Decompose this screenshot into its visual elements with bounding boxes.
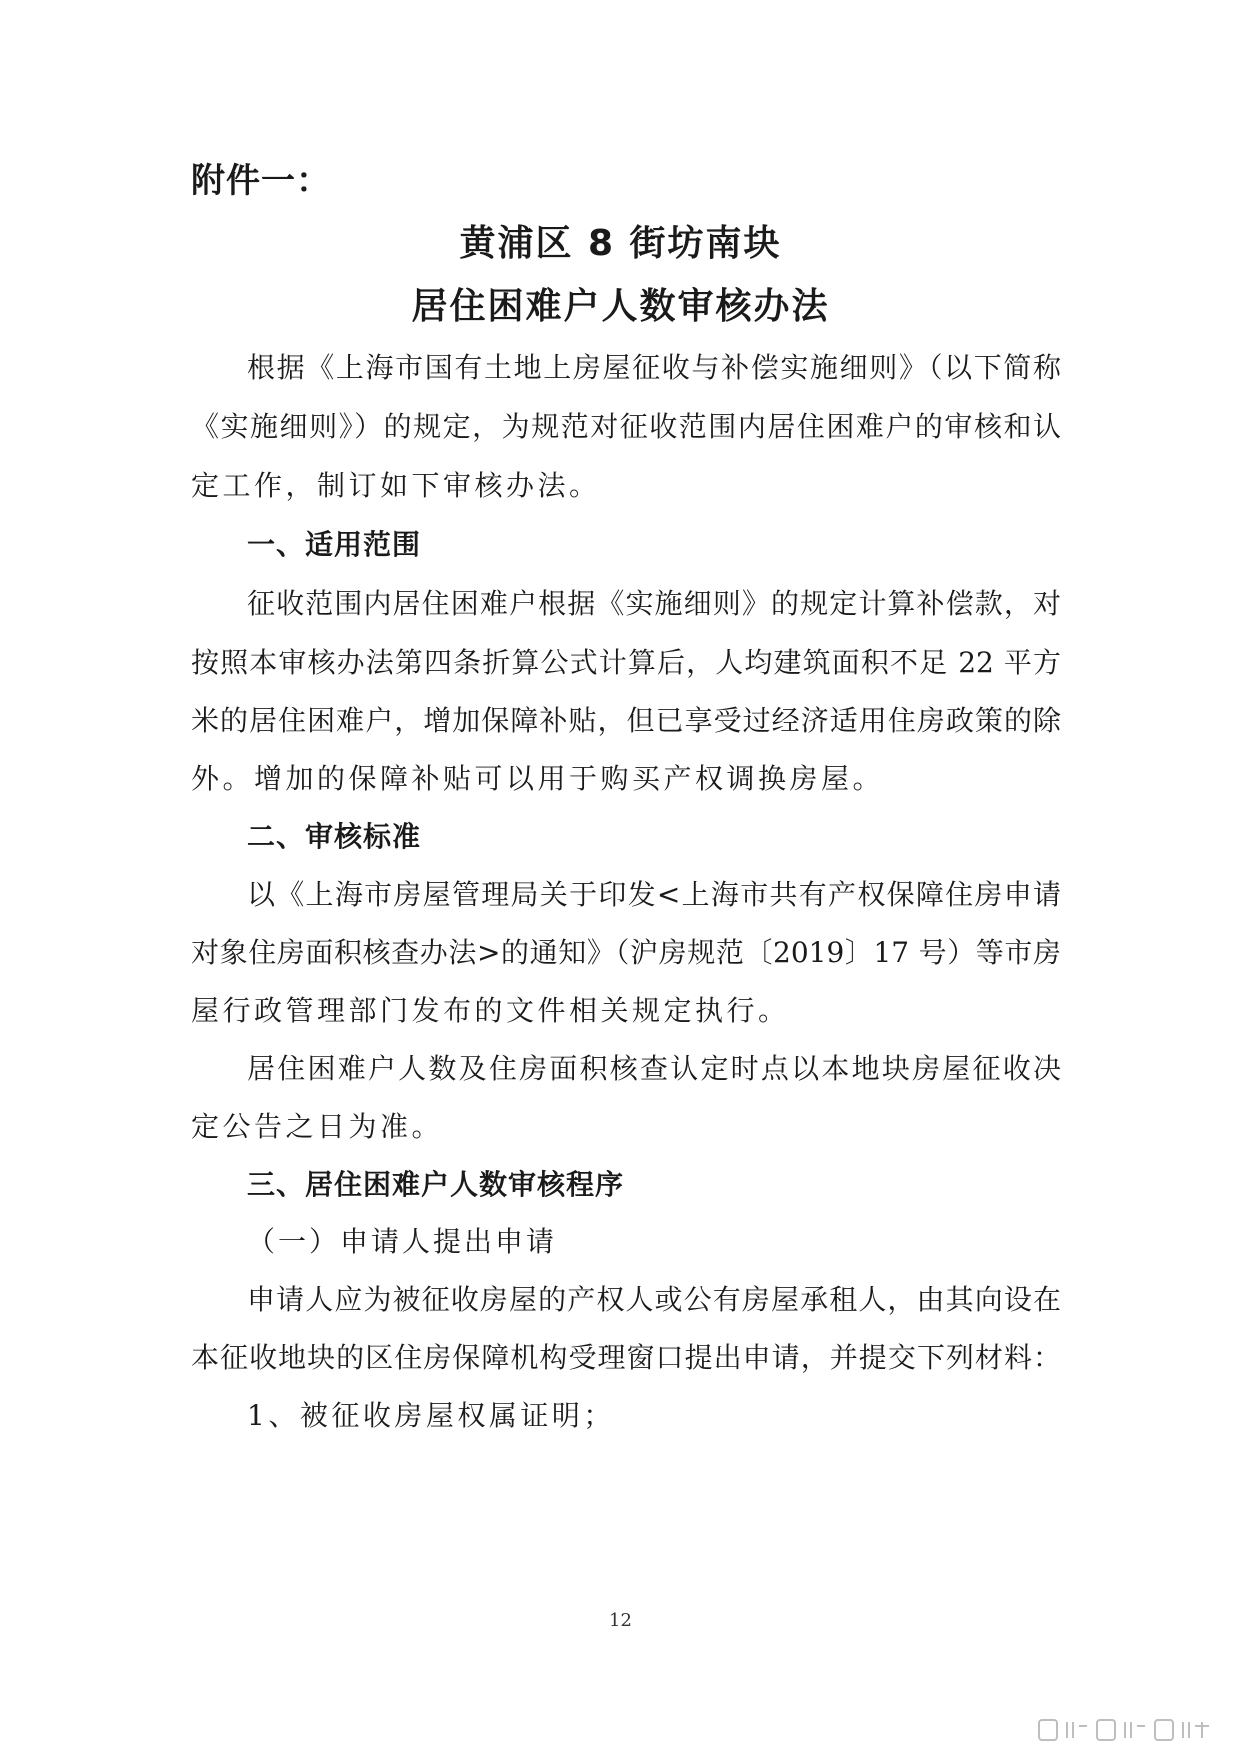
- section3-heading: 三、居住困难户人数审核程序: [247, 1168, 625, 1201]
- section2-line-2: 对象住房面积核查办法>的通知》（沪房规范〔2019〕17 号）等市房: [191, 936, 1061, 969]
- intro-line-2: 《实施细则》）的规定，为规范对征收范围内居住困难户的审核和认: [191, 410, 1061, 443]
- section3-line-1: 申请人应为被征收房屋的产权人或公有房屋承租人，由其向设在: [247, 1283, 1061, 1316]
- watermark-icon: [1037, 1716, 1215, 1744]
- intro-line-3: 定工作，制订如下审核办法。: [191, 469, 601, 502]
- section1-heading: 一、适用范围: [247, 528, 422, 561]
- section3-item-1: 1、被征收房屋权属证明；: [247, 1399, 615, 1432]
- document-title-line1: 黄浦区 8 街坊南块: [459, 223, 782, 264]
- section3-subheading-1: （一）申请人提出申请: [247, 1225, 558, 1258]
- section3-line-2: 本征收地块的区住房保障机构受理窗口提出申请，并提交下列材料：: [191, 1341, 1061, 1374]
- section2-para2-line-2: 定公告之日为准。: [191, 1110, 444, 1143]
- section1-line-1: 征收范围内居住困难户根据《实施细则》的规定计算补偿款，对: [247, 587, 1061, 620]
- section1-line-3: 米的居住困难户，增加保障补贴，但已享受过经济适用住房政策的除: [191, 704, 1061, 737]
- section1-line-4: 外。增加的保障补贴可以用于购买产权调换房屋。: [191, 762, 885, 795]
- intro-line-1: 根据《上海市国有土地上房屋征收与补偿实施细则》（以下简称: [247, 351, 1061, 384]
- section2-line-1: 以《上海市房屋管理局关于印发<上海市共有产权保障住房申请: [247, 878, 1061, 911]
- section2-line-3: 屋行政管理部门发布的文件相关规定执行。: [191, 994, 790, 1027]
- attachment-label: 附件一：: [191, 161, 331, 201]
- section1-line-2: 按照本审核办法第四条折算公式计算后，人均建筑面积不足 22 平方: [191, 646, 1061, 679]
- section2-heading: 二、审核标准: [247, 820, 422, 853]
- document-title-line2: 居住困难户人数审核办法: [411, 286, 830, 327]
- section2-para2-line-1: 居住困难户人数及住房面积核查认定时点以本地块房屋征收决: [247, 1052, 1061, 1085]
- page-number: 12: [609, 1610, 632, 1631]
